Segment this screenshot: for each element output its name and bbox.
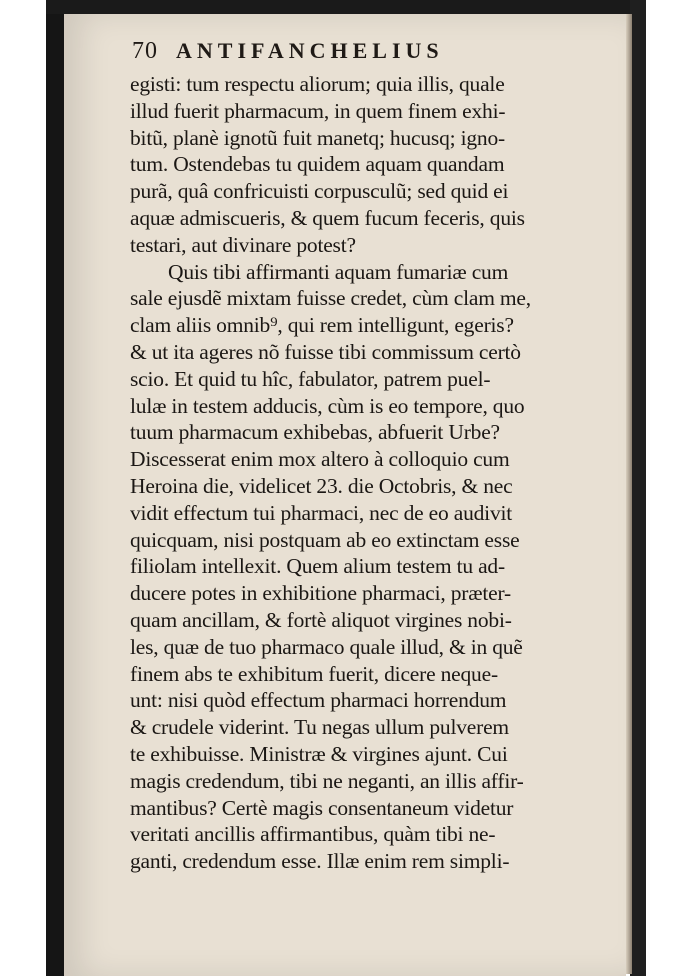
page-number: 70 (132, 38, 158, 64)
text-line: les, quæ de tuo pharmaco quale illud, & in quẽ (130, 634, 523, 659)
text-line: Heroina die, videlicet 23. die Octobris, & nec (130, 473, 513, 498)
book-cover-right-edge (630, 0, 646, 976)
text-line: quam ancillam, & fortè aliquot virgines nobi- (130, 607, 512, 632)
text-line: mantibus? Certè magis consentaneum videtur (130, 795, 514, 820)
text-line: te exhibuisse. Ministræ & virgines ajunt. Cui (130, 741, 508, 766)
text-line: finem abs te exhibitum fuerit, dicere neque- (130, 661, 498, 686)
text-line: unt: nisi quòd effectum pharmaci horrendum (130, 688, 507, 713)
running-head: ANTIFANCHELIUS (176, 38, 444, 63)
text-line: ganti, credendum esse. Illæ enim rem simpli- (130, 849, 510, 874)
text-line: testari, aut divinare potest? (130, 232, 356, 257)
text-line: illud fuerit pharmacum, in quem finem exhi- (130, 98, 506, 123)
text-line: egisti: tum respectu aliorum; quia illis, quale (130, 72, 505, 96)
text-line: vidit effectum tui pharmaci, nec de eo audivit (130, 500, 513, 525)
text-line: quicquam, nisi postquam ab eo extinctam esse (130, 527, 520, 552)
text-line: & crudele viderint. Tu negas ullum pulverem (130, 715, 509, 740)
text-line: tuum pharmacum exhibebas, abfuerit Urbe? (130, 420, 500, 445)
text-line: & ut ita ageres nõ fuisse tibi commissum certò (130, 339, 521, 364)
text-line: clam aliis omnib⁹, qui rem intelligunt, egeris? (130, 313, 514, 338)
text-line: sale ejusdẽ mixtam fuisse credet, cùm clam me, (130, 286, 531, 311)
paragraph-first-line: Quis tibi affirmanti aquam fumariæ cum (168, 259, 509, 284)
body-text (130, 71, 630, 875)
text-line: ducere potes in exhibitione pharmaci, præter- (130, 581, 512, 606)
book-cover-left-edge (46, 0, 64, 976)
text-line: veritati ancillis affirmantibus, quàm tibi ne- (130, 822, 496, 847)
text-line: filiolam intellexit. Quem alium testem tu ad- (130, 554, 505, 579)
text-line: scio. Et quid tu hîc, fabulator, patrem puel- (130, 366, 491, 391)
text-line: aquæ admiscueris, & quem fucum feceris, quis (130, 205, 525, 230)
text-line: tum. Ostendebas tu quidem aquam quandam (130, 152, 505, 177)
text-line: purã, quâ confricuisti corpusculũ; sed quid ei (130, 179, 509, 204)
text-line: Discesserat enim mox altero à colloquio cum (130, 447, 510, 472)
text-line: magis credendum, tibi ne neganti, an illis affir- (130, 768, 524, 793)
text-line: lulæ in testem adducis, cùm is eo tempore, quo (130, 393, 525, 418)
page-header (132, 38, 552, 72)
book-cover-top-edge (46, 0, 646, 14)
text-line: bitũ, planè ignotũ fuit manetq; hucusq; igno- (130, 125, 505, 150)
